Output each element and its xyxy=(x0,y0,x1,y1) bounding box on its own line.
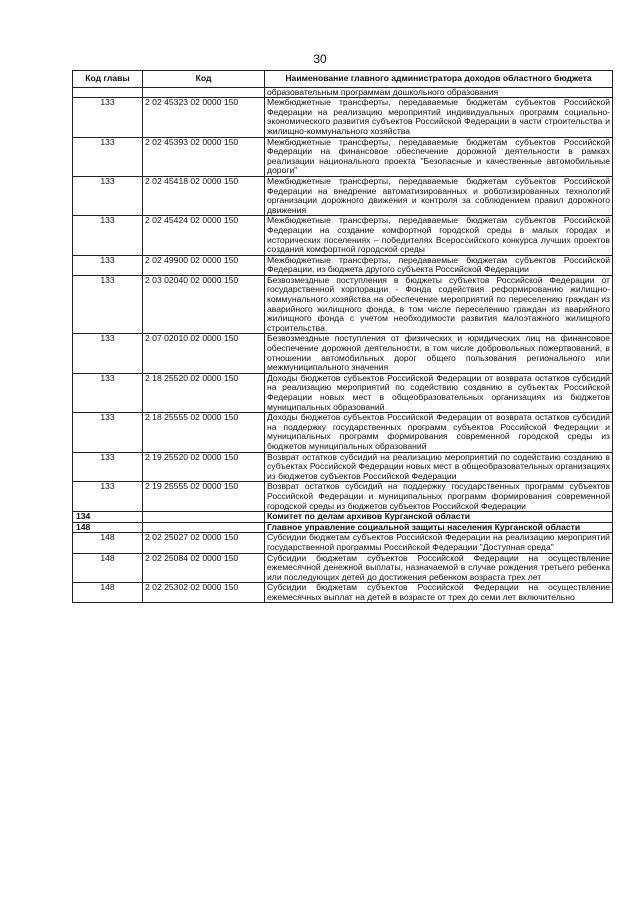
header-chapter-code: Код главы xyxy=(73,71,143,88)
code-cell: 2 18 25555 02 0000 150 xyxy=(143,413,265,452)
code-cell: 2 02 25084 02 0000 150 xyxy=(143,553,265,583)
name-cell: Безвозмездные поступления от физических и юридических лиц на финансовое обеспечение дорожной деятельности, в том числе добровольных пожертвований, в отношении автомобильных дорог общего пользования регионального или межмуниципального значения xyxy=(265,334,613,373)
table-row xyxy=(73,583,613,603)
chapter-cell: 133 xyxy=(73,334,143,373)
name-cell: Безвозмездные поступления в бюджеты субъектов Российской Федерации от государственной корпорации - Фонда содействия реформированию жилищно-коммунального хозяйства на обеспечение мероприятий по переселению граждан из аварийного жилищного фонда, в том числе переселению граждан из аварийного жилищного фонда с учетом необходимости развития малоэтажного жилищного строительства xyxy=(265,275,613,334)
code-cell: 2 02 25027 02 0000 150 xyxy=(143,533,265,553)
code-cell xyxy=(143,87,265,98)
code-cell: 2 07 02010 02 0000 150 xyxy=(143,334,265,373)
section-row-134 xyxy=(73,512,613,523)
name-cell: Межбюджетные трансферты, передаваемые бюджетам субъектов Российской Федерации на реализацию мероприятий индивидуальных программ социально-экономического развития субъектов Российской Федерации в части строительства и жилищно-коммунального хозяйства xyxy=(265,98,613,137)
code-cell xyxy=(143,522,265,533)
revenue-administrators-table xyxy=(72,70,613,603)
name-cell: Межбюджетные трансферты, передаваемые бюджетам субъектов Российской Федерации на внедрение автоматизированных и роботизированных технологий организации дорожного движения и контроля за соблюдением правил дорожного движения xyxy=(265,176,613,215)
table-row xyxy=(73,176,613,215)
name-cell: Доходы бюджетов субъектов Российской Федерации от возврата остатков субсидий на поддержку государственных программ субъектов Российской Федерации и муниципальных программ формирования современной городской среды из бюджетов муниципальных образований xyxy=(265,413,613,452)
chapter-cell: 133 xyxy=(73,482,143,512)
section-row-148 xyxy=(73,522,613,533)
code-cell: 2 02 45323 02 0000 150 xyxy=(143,98,265,137)
header-administrator-name: Наименование главного администратора доходов областного бюджета xyxy=(265,71,613,88)
chapter-cell: 148 xyxy=(73,583,143,603)
table-row xyxy=(73,334,613,373)
name-cell: Субсидии бюджетам субъектов Российской Федерации на осуществление ежемесячной денежной выплаты, назначаемой в случае рождения третьего ребенка или последующих детей до достижения ребенком возраста трех лет xyxy=(265,553,613,583)
chapter-cell: 133 xyxy=(73,176,143,215)
table-row xyxy=(73,553,613,583)
name-cell: Субсидии бюджетам субъектов Российской Федерации на осуществление ежемесячных выплат на детей в возрасте от трех до семи лет включительно xyxy=(265,583,613,603)
table-row xyxy=(73,275,613,334)
code-cell: 2 02 49900 02 0000 150 xyxy=(143,255,265,275)
table-row xyxy=(73,98,613,137)
code-cell: 2 02 25302 02 0000 150 xyxy=(143,583,265,603)
table-row xyxy=(73,452,613,482)
table-row xyxy=(73,533,613,553)
chapter-cell: 133 xyxy=(73,216,143,255)
code-cell: 2 02 45393 02 0000 150 xyxy=(143,137,265,176)
code-cell: 2 19 25555 02 0000 150 xyxy=(143,482,265,512)
table-header-row xyxy=(73,71,613,88)
chapter-cell: 148 xyxy=(73,553,143,583)
chapter-cell: 148 xyxy=(73,533,143,553)
chapter-cell: 133 xyxy=(73,98,143,137)
chapter-cell: 133 xyxy=(73,413,143,452)
table-row xyxy=(73,137,613,176)
name-cell: Субсидии бюджетам субъектов Российской Федерации на реализацию мероприятий государственной программы Российской Федерации "Доступная среда" xyxy=(265,533,613,553)
code-cell: 2 03 02040 02 0000 150 xyxy=(143,275,265,334)
chapter-cell xyxy=(73,87,143,98)
header-code: Код xyxy=(143,71,265,88)
name-cell: Доходы бюджетов субъектов Российской Федерации от возврата остатков субсидий на реализацию мероприятий по содействию созданию в субъектах Российской Федерации новых мест в общеобразовательных организациях из бюджетов муниципальных образований xyxy=(265,373,613,412)
chapter-cell: 133 xyxy=(73,275,143,334)
code-cell: 2 18 25520 02 0000 150 xyxy=(143,373,265,412)
code-cell: 2 19 25520 02 0000 150 xyxy=(143,452,265,482)
code-cell: 2 02 45424 02 0000 150 xyxy=(143,216,265,255)
table-row xyxy=(73,413,613,452)
chapter-cell: 148 xyxy=(73,522,143,533)
continuation-row xyxy=(73,87,613,98)
chapter-cell: 133 xyxy=(73,452,143,482)
name-cell: Межбюджетные трансферты, передаваемые бюджетам субъектов Российской Федерации, из бюджета другого субъекта Российской Федерации xyxy=(265,255,613,275)
section-title: Главное управление социальной защиты населения Курганской области xyxy=(265,522,613,533)
table-row xyxy=(73,255,613,275)
name-cell: образовательным программам дошкольного образования xyxy=(265,87,613,98)
table-row xyxy=(73,216,613,255)
table-row xyxy=(73,482,613,512)
name-cell: Межбюджетные трансферты, передаваемые бюджетам субъектов Российской Федерации на финансовое обеспечение дорожной деятельности в рамках реализации национального проекта "Безопасные и качественные автомобильные дороги" xyxy=(265,137,613,176)
chapter-cell: 134 xyxy=(73,512,143,523)
page-number: 30 xyxy=(313,52,327,66)
name-cell: Возврат остатков субсидий на поддержку государственных программ субъектов Российской Федерации и муниципальных программ формирования современной городской среды из бюджетов субъектов Российской Федерации xyxy=(265,482,613,512)
name-cell: Межбюджетные трансферты, передаваемые бюджетам субъектов Российской Федерации на создание комфортной городской среды в малых городах и исторических поселениях – победителях Всероссийского конкурса лучших проектов создания комфортной городской среды xyxy=(265,216,613,255)
chapter-cell: 133 xyxy=(73,255,143,275)
code-cell xyxy=(143,512,265,523)
code-cell: 2 02 45418 02 0000 150 xyxy=(143,176,265,215)
section-title: Комитет по делам архивов Курганской области xyxy=(265,512,613,523)
chapter-cell: 133 xyxy=(73,373,143,412)
chapter-cell: 133 xyxy=(73,137,143,176)
table-row xyxy=(73,373,613,412)
name-cell: Возврат остатков субсидий на реализацию мероприятий по содействию созданию в субъектах Российской Федерации новых мест в общеобразовательных организациях из бюджетов субъектов Российской Федерации xyxy=(265,452,613,482)
